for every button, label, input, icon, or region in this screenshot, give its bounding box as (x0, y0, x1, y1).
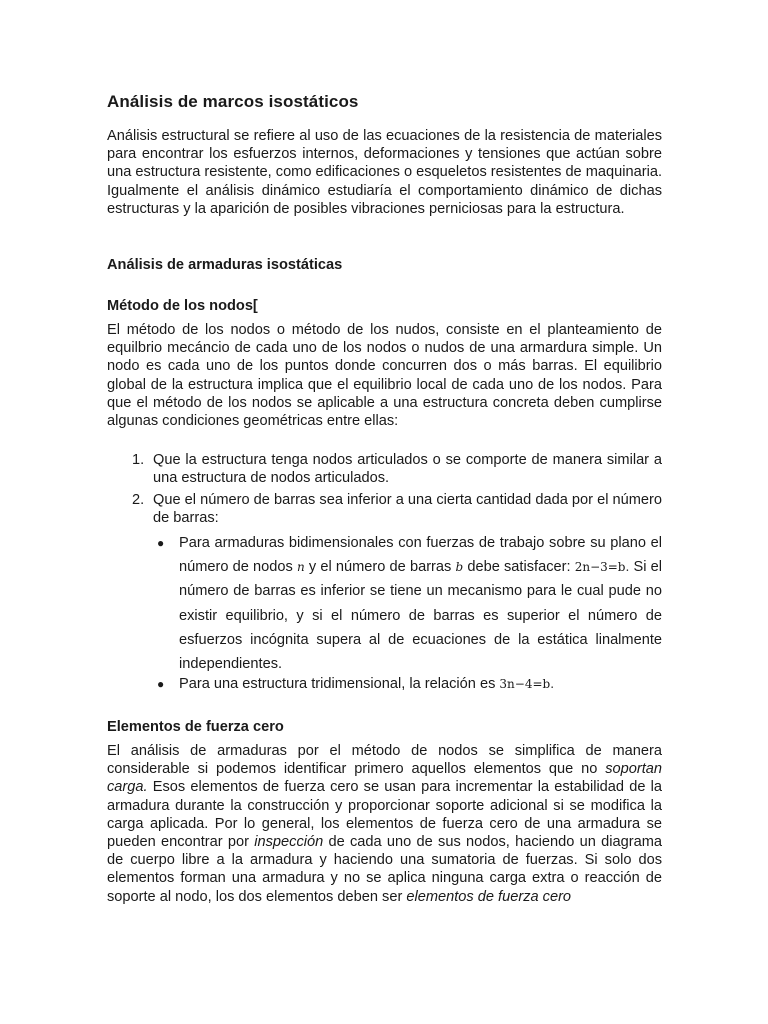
bullet-text: Para armaduras bidimensionales con fuerzas de trabajo sobre su plano el número de nodos n y el número de barras b debe satisfacer: 2n−3=b. Si el número de barras es inferior se tiene un mecanismo para le cual pude no existir equilibrio, y si el número de barras es superior el número de esfuerzos incógnita supera al de ecuaciones de la estática linalmente independientes. (179, 535, 662, 673)
page-title: Análisis de marcos isostáticos (107, 92, 359, 111)
section-heading-fuerza-cero: Elementos de fuerza cero (107, 719, 284, 735)
list-item-number: 1. (132, 452, 145, 468)
list-item-text: Que la estructura tenga nodos articulados o se comporte de manera similar a una estructura de nodos articulados. (153, 452, 662, 487)
bullet-icon: ● (157, 677, 165, 691)
section-heading-metodo-nodos: Método de los nodos[ (107, 298, 258, 314)
math-var-b: b (455, 560, 464, 575)
bullet-icon: ● (157, 536, 165, 550)
zero-force-paragraph: El análisis de armaduras por el método de nodos se simplifica de manera considerable si podemos identificar primero aquellos elementos que no soportan carga. Esos elementos de fuerza cero se usan para incrementar la estabilidad de la armadura durante la construcción y proporcionar soporte adicional si se modifica la carga aplicada. Por lo general, los elementos de fuerza cero de una armadura se pueden encontrar por inspección de cada uno de sus nodos, haciendo un diagrama de cuerpo libre a la armadura y haciendo una sumatoria de fuerzas. Si solo dos elementos forman una armadura y no se aplica ninguna carga extra o reacción de soporte al nodo, los dos elementos deben ser elementos de fuerza cero (107, 743, 662, 905)
bullet-text: Para una estructura tridimensional, la relación es 3n−4=b. (179, 676, 555, 692)
equation-3d: 3n−4=b. (499, 677, 555, 691)
nodes-paragraph: El método de los nodos o método de los nudos, consiste en el planteamiento de equilbrio mecáncio de cada uno de los nodos o nudos de una armardura simple. Un nodo es cada uno de los puntos donde concurren dos o más barras. El equilibrio global de la estructura implica que el equilibrio local de cada uno de los nodos. Para que el método de los nodos se aplicable a una estructura concreta deben cumplirse algunas condiciones geométricas entre ellas: (107, 322, 662, 430)
list-item-text: Que el número de barras sea inferior a una cierta cantidad dada por el número de barras: (153, 492, 662, 527)
list-item-number: 2. (132, 492, 145, 508)
equation-2d: 2n−3=b. (574, 560, 630, 575)
intro-paragraph: Análisis estructural se refiere al uso de las ecuaciones de la resistencia de materiales para encontrar los esfuerzos internos, deformaciones y tensiones que actúan sobre una estructura resistente, como edificaciones o esqueletos resistentes de maquinaria. Igualmente el análisis dinámico estudiaría el comportamiento dinámico de dichas estructuras y la aparición de posibles vibraciones perniciosas para la estructura. (107, 128, 662, 217)
math-var-n: n (297, 560, 305, 575)
section-heading-armaduras: Análisis de armaduras isostáticas (107, 257, 343, 273)
